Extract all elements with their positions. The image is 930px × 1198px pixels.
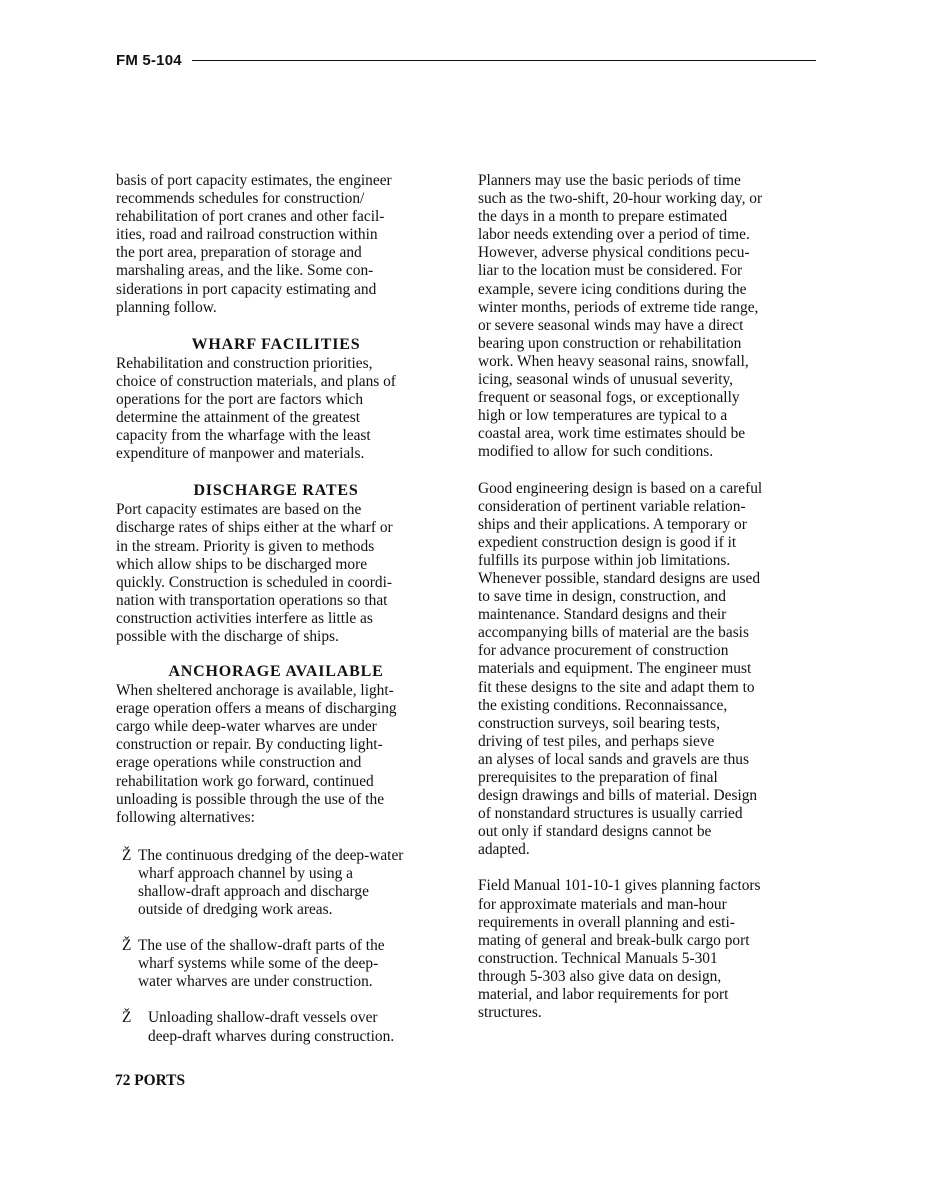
heading-discharge-rates: DISCHARGE RATES — [193, 482, 359, 500]
wharf-facilities-paragraph: Rehabilitation and construction priorities, choice of construction materials, and plans of operations for the port are factors which determine the attainment of the greatest capacity from the wharfage with the least expenditure of manpower and materials. — [116, 354, 396, 463]
heading-anchorage-available: ANCHORAGE AVAILABLE — [168, 663, 384, 681]
bullet-marker: Ž — [122, 1009, 132, 1027]
engineering-design-paragraph: Good engineering design is based on a careful consideration of pertinent variable relation- ships and their applications. A temporary or expedient construction design is good if it fulfills its purpose within job limitations. Whenever possible, standard designs are used to save time in design, construction, and maintenance. Standard designs and their accompanying bills of material are the basis for advance procurement of construction materials and equipment. The engineer must fit these designs to the site and adapt them to the existing conditions. Reconnaissance, construction surveys, soil bearing tests, driving of test piles, and perhaps sieve an alyses of local sands and gravels are thus prerequisites to the preparation of final design drawings and bills of material. Design of nonstandard structures is usually carried out only if standard designs cannot be adapted. — [478, 479, 763, 859]
heading-wharf-facilities: WHARF FACILITIES — [191, 335, 361, 353]
bullet-marker: Ž — [122, 846, 132, 864]
page-header — [116, 51, 816, 71]
discharge-rates-paragraph: Port capacity estimates are based on the discharge rates of ships either at the wharf or in the stream. Priority is given to methods which allow ships to be discharged more quickly. Construction is scheduled in coordi- nation with transportation operations so that construction activities interfere as little as possible with the discharge of ships. — [116, 501, 393, 645]
anchorage-paragraph: When sheltered anchorage is available, light- erage operation offers a means of discharging cargo while deep-water wharves are under construction or repair. By conducting light- erage operations while construction and rehabilitation work go forward, continued unloading is possible through the use of the following alternatives: — [116, 682, 397, 826]
field-manual-paragraph: Field Manual 101-10-1 gives planning factors for approximate materials and man-hour requirements in overall planning and esti- mating of general and break-bulk cargo port construction. Technical Manuals 5-301 through 5-303 also give data on design, material, and labor requirements for port structures. — [478, 877, 761, 1022]
manual-number: FM 5-104 — [116, 52, 182, 69]
bullet-marker: Ž — [122, 937, 132, 955]
bullet-text-unloading: Unloading shallow-draft vessels over deep-draft wharves during construction. — [148, 1009, 395, 1045]
bullet-text-shallow-draft: The use of the shallow-draft parts of the wharf systems while some of the deep- water wharves are under construction. — [138, 937, 385, 991]
left-column — [116, 172, 436, 1046]
bullet-text-dredging: The continuous dredging of the deep-water wharf approach channel by using a shallow-draft approach and discharge outside of dredging work areas. — [138, 846, 404, 919]
header-rule — [192, 60, 816, 61]
list-item — [116, 937, 436, 991]
planners-paragraph: Planners may use the basic periods of time such as the two-shift, 20-hour working day, or the days in a month to prepare estimated labor needs extending over a period of time. However, adverse physical conditions pecu- liar to the location must be considered. For example, severe icing conditions during the winter months, periods of extreme tide range, or severe seasonal winds may have a direct bearing upon construction or rehabilitation work. When heavy seasonal rains, snowfall, icing, seasonal winds of unusual severity, frequent or seasonal fogs, or exceptionally high or low temperatures are typical to a coastal area, work time estimates should be modified to allow for such conditions. — [478, 172, 763, 461]
page-footer: 72 PORTS — [115, 1072, 186, 1089]
list-item — [116, 847, 436, 919]
right-column — [478, 172, 800, 1022]
list-item — [116, 1009, 436, 1045]
intro-paragraph: basis of port capacity estimates, the engineer recommends schedules for construction/ rehabilitation of port cranes and other facil- ities, road and railroad construction within the port area, preparation of storage and marshaling areas, and the like. Some con- siderations in port capacity estimating and planning follow. — [116, 172, 392, 316]
